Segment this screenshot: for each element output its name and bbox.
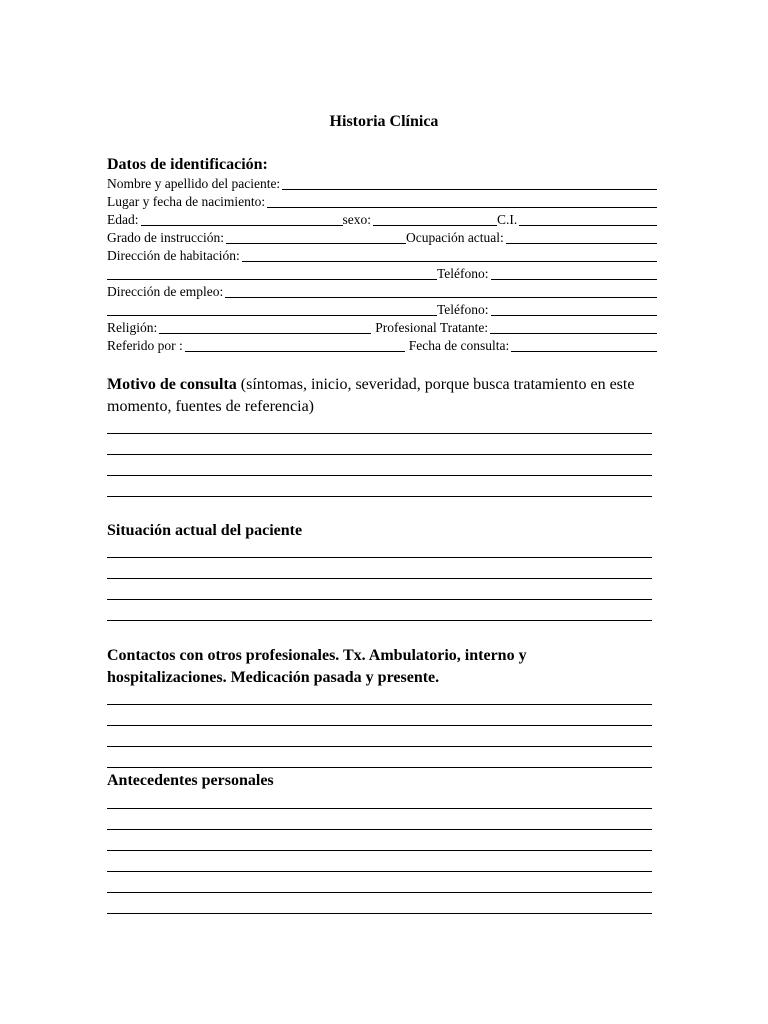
personal-history-line[interactable] (107, 913, 652, 914)
referral-date-row (107, 336, 657, 354)
contacts-heading: Contactos con otros profesionales. Tx. Ambulatorio, interno y hospitalizaciones. Medicación pasada y presente. (107, 647, 527, 686)
treating-professional-label: Profesional Tratante: (375, 320, 489, 335)
reason-heading-detail: (síntomas, inicio, severidad, porque busca tratamiento en este momento, fuentes de referencia) (107, 376, 635, 415)
reason-heading-bold: Motivo de consulta (107, 376, 237, 393)
home-address-continuation-field[interactable] (107, 266, 437, 280)
patient-name-field[interactable] (282, 176, 657, 190)
reason-line[interactable] (107, 496, 652, 497)
birth-place-date-label: Lugar y fecha de nacimiento: (107, 194, 266, 209)
contacts-line[interactable] (107, 725, 652, 726)
work-phone-label: Teléfono: (437, 302, 489, 317)
age-sex-id-row (107, 210, 657, 228)
sex-field[interactable] (373, 212, 497, 226)
birth-place-date-field[interactable] (267, 194, 657, 208)
personal-history-line[interactable] (107, 892, 652, 893)
home-address-row (107, 246, 657, 264)
religion-field[interactable] (159, 320, 371, 334)
id-number-label: C.I. (497, 212, 518, 227)
religion-label: Religión: (107, 320, 158, 335)
personal-history-line[interactable] (107, 829, 652, 830)
religion-professional-row (107, 318, 657, 336)
work-address-row (107, 282, 657, 300)
consultation-date-field[interactable] (511, 338, 657, 352)
consultation-date-label: Fecha de consulta: (408, 338, 510, 353)
occupation-field[interactable] (506, 230, 657, 244)
treating-professional-field[interactable] (490, 320, 657, 334)
current-situation-line[interactable] (107, 578, 652, 579)
personal-history-line[interactable] (107, 808, 652, 809)
personal-history-heading: Antecedentes personales (107, 772, 274, 789)
reason-line[interactable] (107, 475, 652, 476)
current-situation-line[interactable] (107, 620, 652, 621)
referred-by-label: Referido por : (107, 338, 183, 353)
patient-name-label: Nombre y apellido del paciente: (107, 176, 281, 191)
age-label: Edad: (107, 212, 139, 227)
work-address-continuation-field[interactable] (107, 302, 437, 316)
work-address-label: Dirección de empleo: (107, 284, 224, 299)
contacts-line[interactable] (107, 704, 652, 705)
occupation-label: Ocupación actual: (405, 230, 504, 245)
page-title: Historia Clínica (329, 113, 439, 130)
reason-heading (107, 374, 657, 418)
contacts-line[interactable] (107, 767, 652, 768)
work-phone-row (107, 300, 657, 318)
patient-name-row (107, 174, 657, 192)
work-phone-field[interactable] (491, 302, 657, 316)
home-phone-row (107, 264, 657, 282)
id-number-field[interactable] (519, 212, 657, 226)
contacts-line[interactable] (107, 746, 652, 747)
reason-line[interactable] (107, 433, 652, 434)
home-phone-label: Teléfono: (437, 266, 489, 281)
home-phone-field[interactable] (491, 266, 657, 280)
current-situation-heading: Situación actual del paciente (107, 522, 303, 539)
referred-by-field[interactable] (185, 338, 405, 352)
home-address-field[interactable] (242, 248, 657, 262)
reason-line[interactable] (107, 454, 652, 455)
education-label: Grado de instrucción: (107, 230, 224, 245)
home-address-label: Dirección de habitación: (107, 248, 240, 263)
work-address-field[interactable] (225, 284, 657, 298)
birth-place-date-row (107, 192, 657, 210)
personal-history-line[interactable] (107, 871, 652, 872)
age-field[interactable] (141, 212, 343, 226)
identification-heading: Datos de identificación: (107, 156, 268, 173)
education-field[interactable] (226, 230, 406, 244)
personal-history-line[interactable] (107, 850, 652, 851)
sex-label: sexo: (342, 212, 371, 227)
current-situation-line[interactable] (107, 599, 652, 600)
current-situation-line[interactable] (107, 557, 652, 558)
education-occupation-row (107, 228, 657, 246)
